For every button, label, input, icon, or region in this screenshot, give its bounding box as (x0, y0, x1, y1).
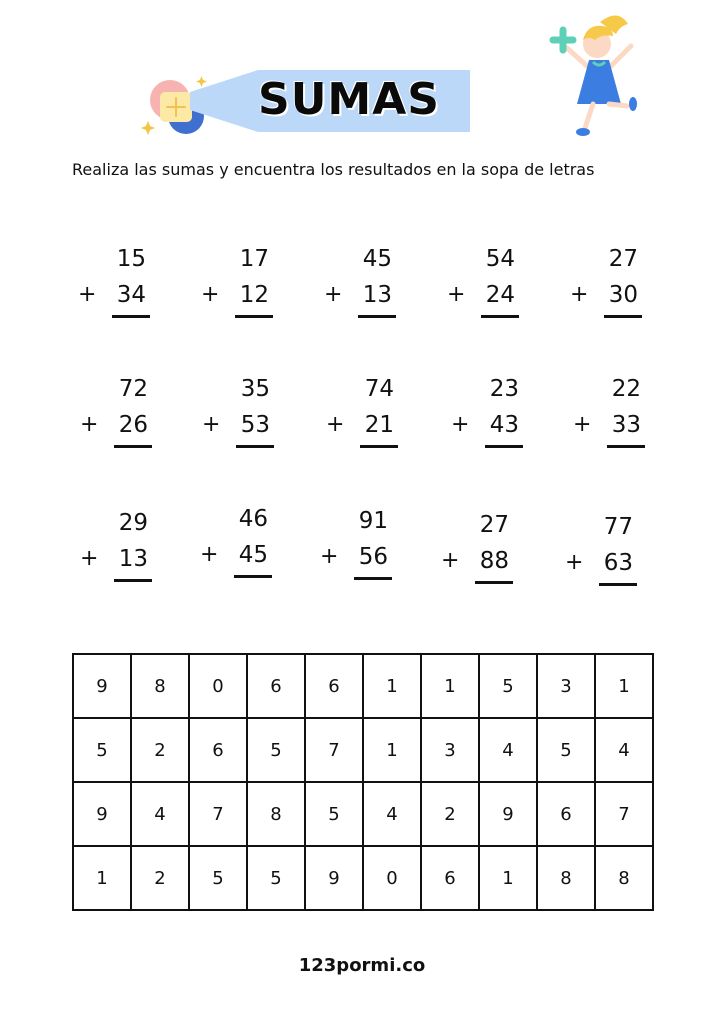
addend-top: 27 (608, 246, 638, 272)
answer-line (112, 315, 150, 318)
running-girl-illustration (545, 8, 645, 143)
sum-problem (202, 374, 292, 450)
plus-sign: + (326, 412, 345, 437)
page-title: SUMAS (258, 74, 440, 125)
sum-problem (326, 374, 416, 450)
sum-problem (441, 510, 531, 586)
addend-bottom: 21 (364, 412, 394, 438)
addend-top: 45 (362, 246, 392, 272)
grid-row (73, 782, 653, 846)
answer-line (604, 315, 642, 318)
sum-problem (570, 244, 660, 320)
plus-sign: + (573, 412, 592, 437)
answer-line (360, 445, 398, 448)
answer-line (481, 315, 519, 318)
grid-cell[interactable]: 5 (247, 718, 305, 782)
plus-sign: + (200, 542, 219, 567)
grid-cell[interactable]: 5 (305, 782, 363, 846)
grid-cell[interactable]: 2 (421, 782, 479, 846)
addend-bottom: 24 (485, 282, 515, 308)
footer-site-name: 123pormi.co (298, 955, 426, 976)
addend-bottom: 56 (358, 544, 388, 570)
answer-line (354, 577, 392, 580)
addend-top: 29 (118, 510, 148, 536)
grid-cell[interactable]: 9 (73, 654, 131, 718)
sum-problem (80, 374, 170, 450)
plus-sign: + (570, 282, 589, 307)
grid-cell[interactable]: 8 (595, 846, 653, 910)
grid-cell[interactable]: 4 (363, 782, 421, 846)
sum-problem (451, 374, 541, 450)
addend-top: 35 (240, 376, 270, 402)
grid-cell[interactable]: 6 (305, 654, 363, 718)
addend-bottom: 34 (116, 282, 146, 308)
grid-cell[interactable]: 2 (131, 846, 189, 910)
grid-cell[interactable]: 3 (421, 718, 479, 782)
plus-sign: + (80, 546, 99, 571)
grid-cell[interactable]: 1 (363, 654, 421, 718)
plus-sign: + (451, 412, 470, 437)
grid-row (73, 846, 653, 910)
plus-sign: + (201, 282, 220, 307)
grid-cell[interactable]: 5 (247, 846, 305, 910)
addend-bottom: 12 (239, 282, 269, 308)
sum-problem (80, 508, 170, 584)
addend-bottom: 26 (118, 412, 148, 438)
instruction-text: Realiza las sumas y encuentra los resultados en la sopa de letras (72, 160, 595, 179)
addend-bottom: 13 (362, 282, 392, 308)
answer-line (358, 315, 396, 318)
grid-cell[interactable]: 1 (421, 654, 479, 718)
answer-line (114, 445, 152, 448)
addend-top: 22 (611, 376, 641, 402)
addend-bottom: 43 (489, 412, 519, 438)
grid-cell[interactable]: 5 (537, 718, 595, 782)
grid-cell[interactable]: 9 (479, 782, 537, 846)
grid-cell[interactable]: 1 (479, 846, 537, 910)
grid-row (73, 654, 653, 718)
grid-cell[interactable]: 8 (537, 846, 595, 910)
grid-cell[interactable]: 0 (189, 654, 247, 718)
addend-top: 23 (489, 376, 519, 402)
plus-sign: + (320, 544, 339, 569)
grid-cell[interactable]: 3 (537, 654, 595, 718)
grid-cell[interactable]: 5 (189, 846, 247, 910)
sum-problem (447, 244, 537, 320)
grid-cell[interactable]: 6 (537, 782, 595, 846)
grid-cell[interactable]: 4 (131, 782, 189, 846)
plus-sign: + (447, 282, 466, 307)
plus-sign: + (324, 282, 343, 307)
grid-cell[interactable]: 1 (363, 718, 421, 782)
grid-cell[interactable]: 2 (131, 718, 189, 782)
sum-problem (320, 506, 410, 582)
addend-top: 77 (603, 514, 633, 540)
grid-cell[interactable]: 8 (131, 654, 189, 718)
addend-top: 27 (479, 512, 509, 538)
grid-cell[interactable]: 9 (73, 782, 131, 846)
grid-cell[interactable]: 5 (73, 718, 131, 782)
addend-top: 46 (238, 506, 268, 532)
grid-cell[interactable]: 6 (421, 846, 479, 910)
addend-top: 54 (485, 246, 515, 272)
number-search-grid (72, 653, 654, 911)
sum-problem (201, 244, 291, 320)
answer-line (475, 581, 513, 584)
grid-cell[interactable]: 0 (363, 846, 421, 910)
answer-line (599, 583, 637, 586)
grid-cell[interactable]: 4 (595, 718, 653, 782)
addend-top: 17 (239, 246, 269, 272)
sum-problem (200, 504, 290, 580)
grid-cell[interactable]: 7 (189, 782, 247, 846)
plus-sign: + (202, 412, 221, 437)
addend-bottom: 45 (238, 542, 268, 568)
grid-cell[interactable]: 1 (73, 846, 131, 910)
grid-cell[interactable]: 5 (479, 654, 537, 718)
addend-top: 74 (364, 376, 394, 402)
addend-bottom: 33 (611, 412, 641, 438)
grid-cell[interactable]: 4 (479, 718, 537, 782)
grid-cell[interactable]: 7 (305, 718, 363, 782)
addend-bottom: 88 (479, 548, 509, 574)
addend-bottom: 63 (603, 550, 633, 576)
plus-sign: + (80, 412, 99, 437)
addend-top: 91 (358, 508, 388, 534)
grid-cell[interactable]: 6 (189, 718, 247, 782)
grid-cell[interactable]: 7 (595, 782, 653, 846)
addend-top: 72 (118, 376, 148, 402)
addend-bottom: 30 (608, 282, 638, 308)
addend-top: 15 (116, 246, 146, 272)
answer-line (607, 445, 645, 448)
addend-bottom: 53 (240, 412, 270, 438)
grid-cell[interactable]: 8 (247, 782, 305, 846)
answer-line (234, 575, 272, 578)
plus-sign: + (441, 548, 460, 573)
sum-problem (565, 512, 655, 588)
plus-sign: + (78, 282, 97, 307)
grid-cell[interactable]: 9 (305, 846, 363, 910)
sum-problem (78, 244, 168, 320)
answer-line (235, 315, 273, 318)
answer-line (236, 445, 274, 448)
answer-line (114, 579, 152, 582)
grid-row (73, 718, 653, 782)
answer-line (485, 445, 523, 448)
addend-bottom: 13 (118, 546, 148, 572)
grid-cell[interactable]: 6 (247, 654, 305, 718)
sum-problem (573, 374, 663, 450)
sum-problem (324, 244, 414, 320)
plus-sign: + (565, 550, 584, 575)
grid-cell[interactable]: 1 (595, 654, 653, 718)
